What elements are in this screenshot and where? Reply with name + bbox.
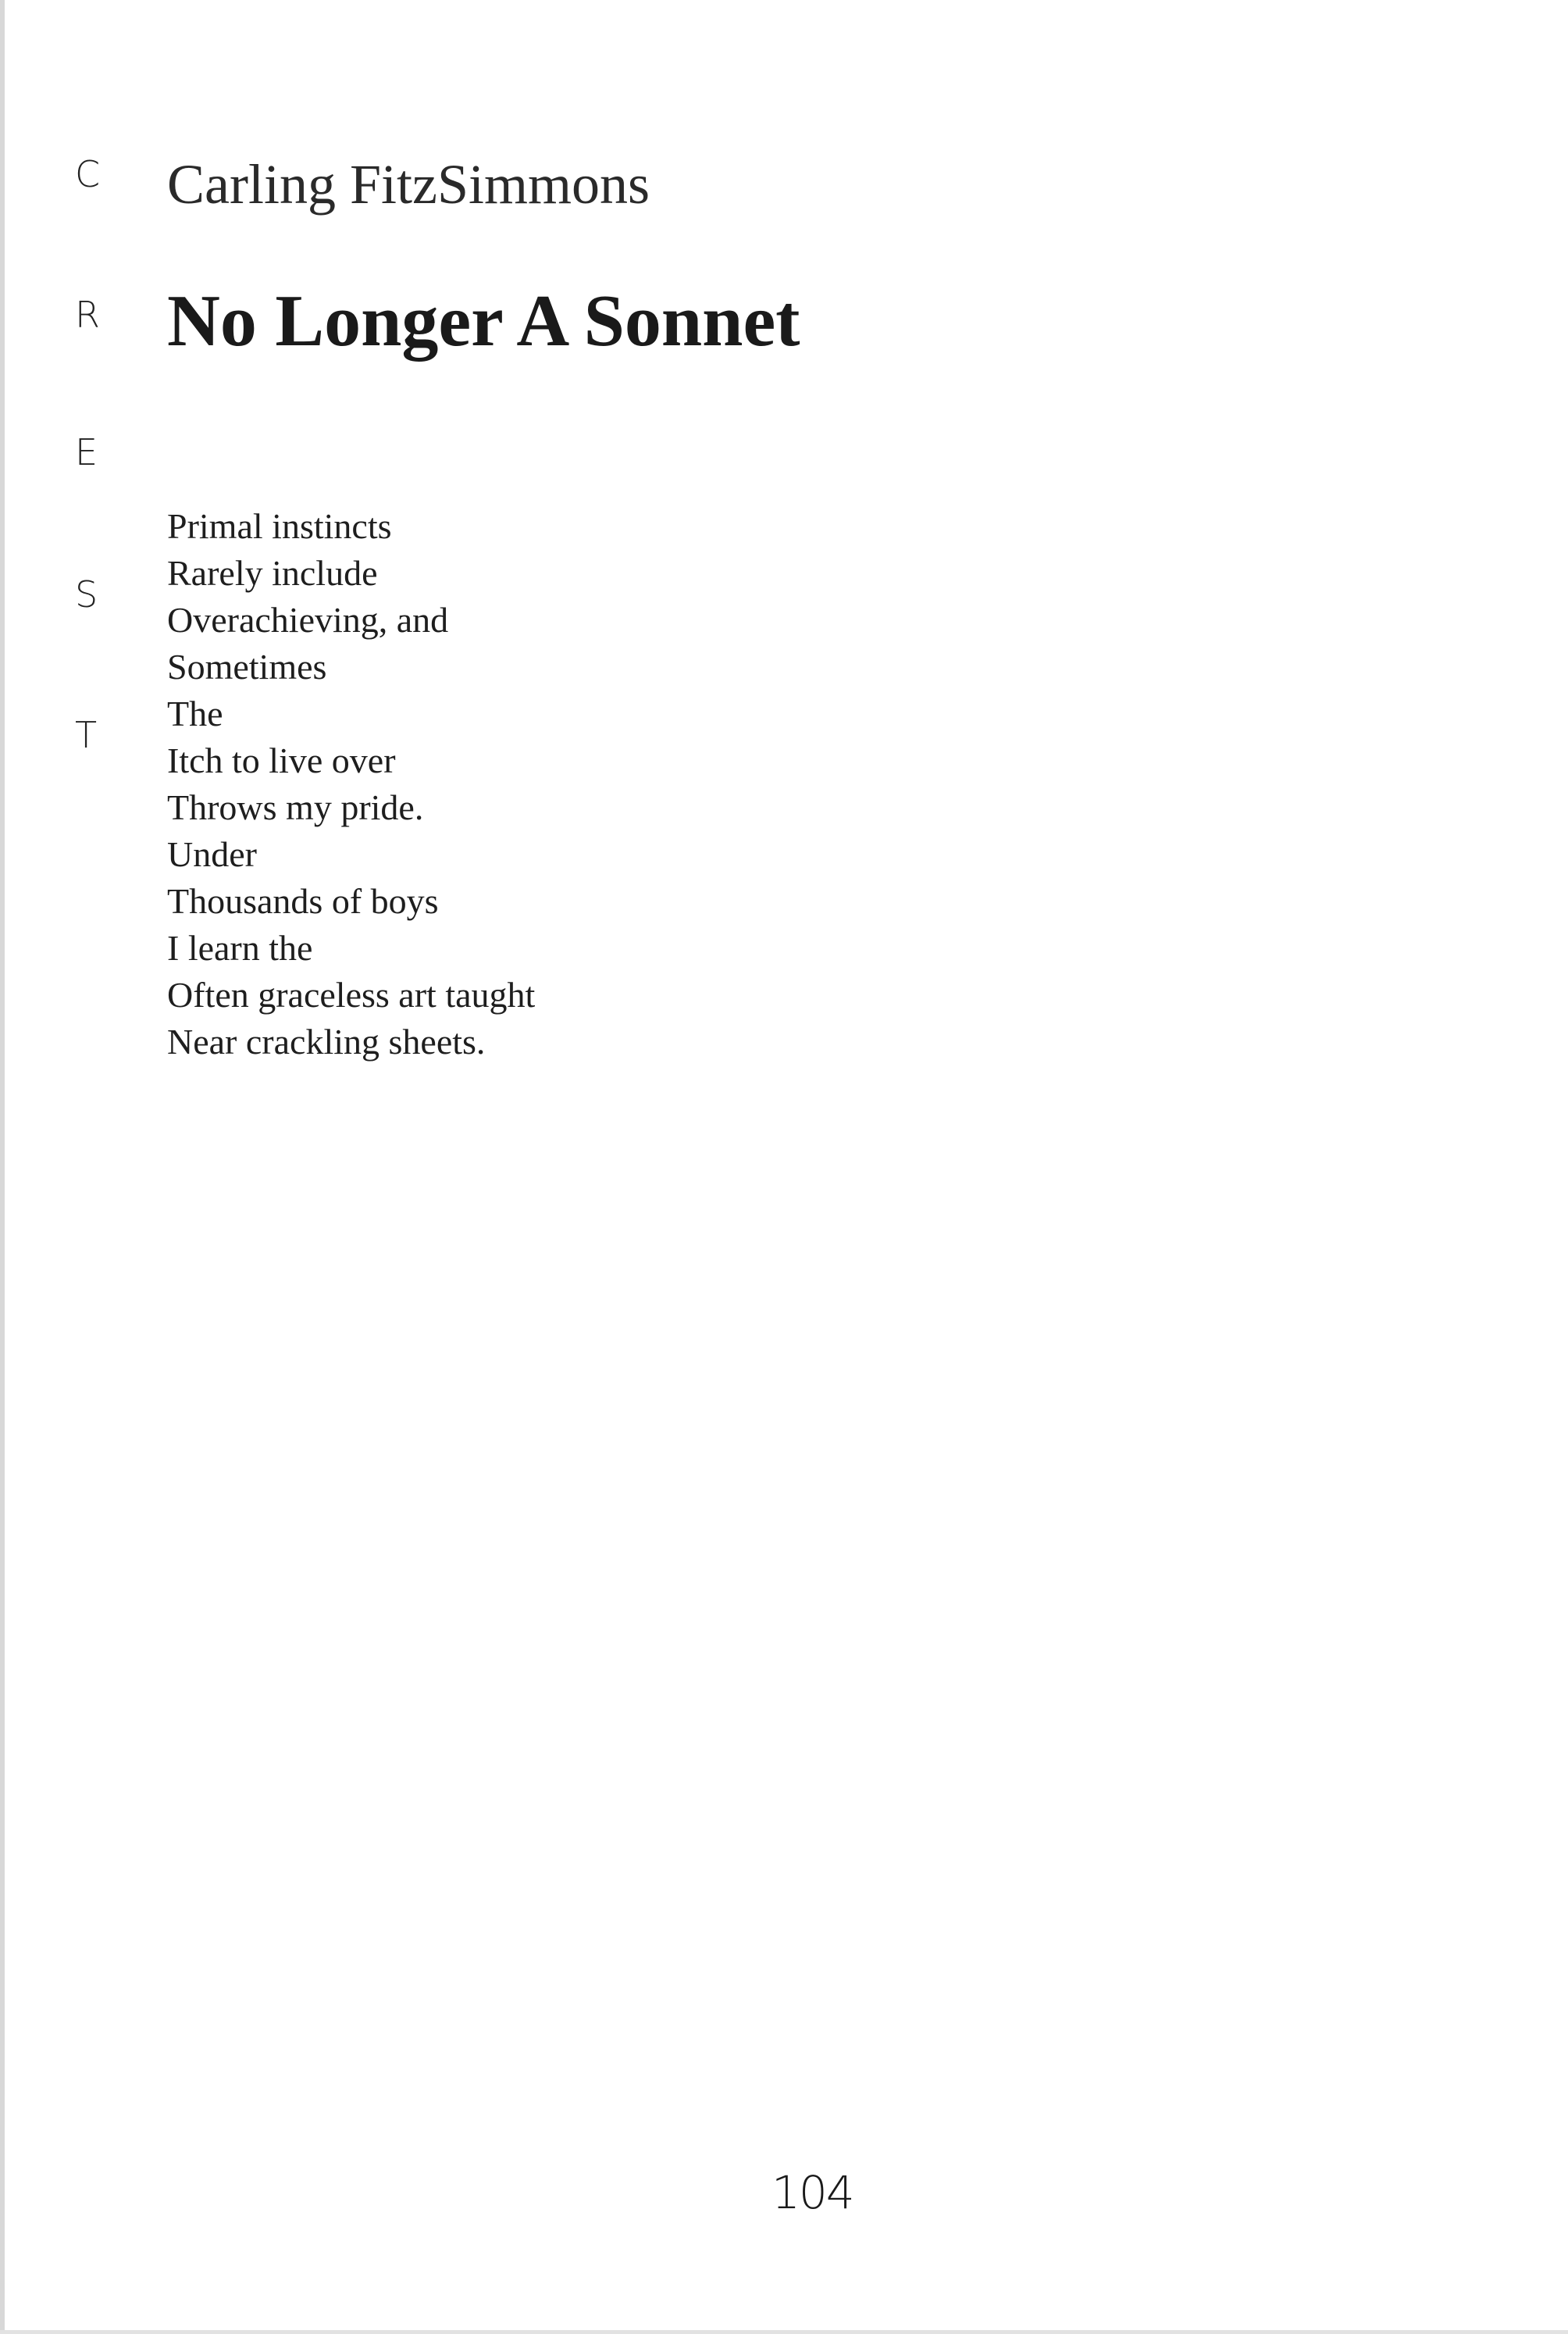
page-edge-bottom (0, 2330, 1568, 2334)
poem-line: Under (167, 834, 257, 874)
poem-line: I learn the (167, 928, 313, 968)
poem-line: Sometimes (167, 647, 327, 687)
poem-line: Near crackling sheets. (167, 1022, 486, 1062)
sidebar-letter: R (75, 294, 100, 336)
poem-line: Throws my pride. (167, 787, 424, 827)
sidebar-letter: S (75, 573, 98, 616)
author-name: Carling FitzSimmons (167, 153, 650, 216)
poem-line: Thousands of boys (167, 881, 439, 921)
poem-line: Rarely include (167, 553, 378, 593)
poem-line: The (167, 694, 223, 733)
poem-line: Overachieving, and (167, 600, 449, 640)
sidebar-letter: C (75, 153, 101, 195)
poem-title: No Longer A Sonnet (167, 280, 800, 362)
sidebar-letter: E (75, 431, 98, 473)
page-edge-left (0, 0, 5, 2334)
poem-line: Itch to live over (167, 741, 396, 780)
poem-line: Primal instincts (167, 506, 392, 546)
poem-body (167, 503, 535, 1065)
page-number: 104 (772, 2166, 853, 2219)
poem-line: Often graceless art taught (167, 975, 536, 1015)
sidebar-letter: T (75, 714, 98, 756)
